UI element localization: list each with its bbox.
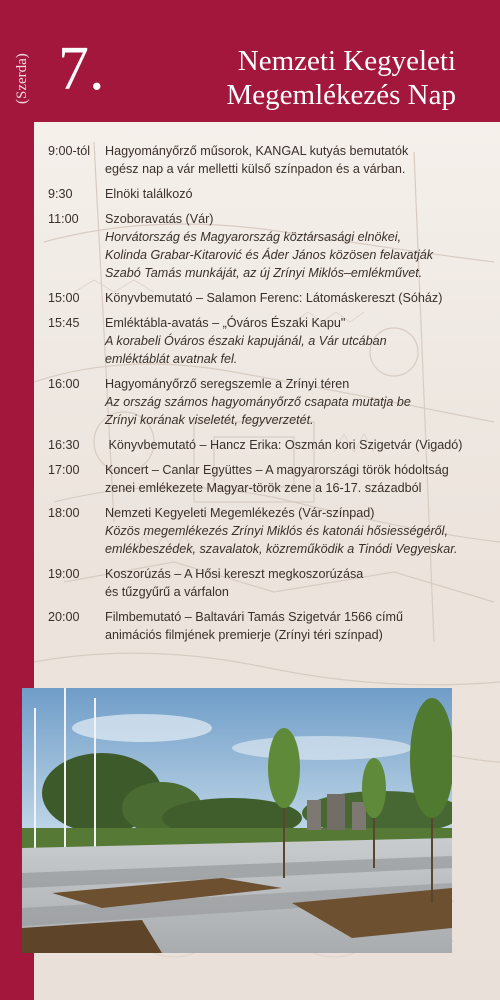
event-line: Koszorúzás – A Hősi kereszt megkoszorúzása [105, 567, 364, 581]
event-description [105, 185, 468, 203]
event-description [105, 289, 468, 307]
event-description [105, 314, 468, 368]
event-description [105, 565, 468, 601]
title-line-2: Megemlékezés Nap [226, 79, 456, 111]
event-detail-line: Az ország számos hagyományőrző csapata mutatja be [105, 395, 411, 409]
event-description [105, 504, 468, 558]
event-time: 19:00 [48, 567, 80, 581]
event-line: és tűzgyűrű a várfalon [105, 585, 229, 599]
event-description [105, 461, 468, 497]
event-line: Szoboravatás (Vár) [105, 212, 214, 226]
schedule-row [48, 289, 468, 307]
event-detail-line: Zrínyi korának viseletét, fegyverzetét. [105, 413, 314, 427]
event-line: zenei emlékezete Magyar-török zene a 16-17. századból [105, 481, 422, 495]
event-description [105, 375, 468, 429]
event-line: Hagyományőrző műsorok, KANGAL kutyás bemutatók [105, 144, 409, 158]
event-description [105, 142, 468, 178]
page-title [227, 44, 456, 112]
schedule-row [48, 461, 468, 497]
event-detail-line: Horvátország és Magyarország köztársasági elnökei, [105, 230, 402, 244]
event-line: Nemzeti Kegyeleti Megemlékezés (Vár-színpad) [105, 506, 375, 520]
event-time: 9:00-tól [48, 144, 91, 158]
schedule-row [48, 314, 468, 368]
event-line: Emléktábla-avatás – „Óváros Északi Kapu" [105, 316, 346, 330]
event-time: 15:00 [48, 291, 80, 305]
event-time: 15:45 [48, 316, 80, 330]
event-schedule [48, 142, 468, 651]
event-description [105, 608, 468, 644]
event-time: 16:30 [48, 438, 80, 452]
schedule-row [48, 565, 468, 601]
event-line: Könyvbemutató – Hancz Erika: Oszmán kori Szigetvár (Vigadó) [105, 438, 463, 452]
schedule-row [48, 436, 468, 454]
event-detail-line: A korabeli Óváros északi kapujánál, a Vár utcában [105, 334, 387, 348]
event-line: Filmbemutató – Baltavári Tamás Szigetvár 1566 című [105, 610, 403, 624]
schedule-row [48, 210, 468, 282]
event-detail-line: Szabó Tamás munkáját, az új Zrínyi Miklós–emlékművet. [105, 266, 423, 280]
schedule-row [48, 142, 468, 178]
event-detail-line: Kolinda Grabar-Kitarović és Áder János közösen felavatják [105, 248, 434, 262]
event-line: Elnöki találkozó [105, 187, 193, 201]
event-line: Koncert – Canlar Együttes – A magyarországi török hódoltság [105, 463, 449, 477]
event-time: 11:00 [48, 212, 79, 226]
event-line: Hagyományőrző seregszemle a Zrínyi téren [105, 377, 350, 391]
event-detail-line: emlékbeszédek, szavalatok, közreműködik a Tinódi Vegyeskar. [105, 542, 458, 556]
memorial-park-photo [22, 688, 452, 953]
schedule-row [48, 608, 468, 644]
event-detail-line: Közös megemlékezés Zrínyi Miklós és katonái hősiességéről, [105, 524, 448, 538]
event-time: 16:00 [48, 377, 80, 391]
event-time: 18:00 [48, 506, 80, 520]
event-time: 9:30 [48, 187, 73, 201]
schedule-row [48, 185, 468, 203]
schedule-row [48, 375, 468, 429]
event-line: egész nap a vár melletti külső színpadon és a várban. [105, 162, 406, 176]
event-detail-line: emléktáblát avatnak fel. [105, 352, 238, 366]
day-of-week: (Szerda) [14, 53, 30, 104]
event-line: Könyvbemutató – Salamon Ferenc: Látomáskereszt (Sóház) [105, 291, 443, 305]
event-description [105, 436, 468, 454]
event-time: 20:00 [48, 610, 80, 624]
schedule-row [48, 504, 468, 558]
event-time: 17:00 [48, 463, 80, 477]
event-line: animációs filmjének premierje (Zrínyi téri színpad) [105, 628, 383, 642]
title-line-1: Nemzeti Kegyeleti [237, 45, 456, 77]
event-description [105, 210, 468, 282]
day-number: 7. [58, 35, 105, 103]
